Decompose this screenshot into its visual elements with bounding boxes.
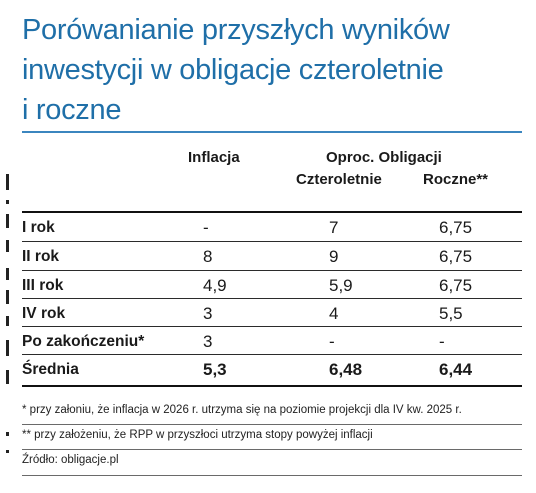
title-line-1: Porówanianie przyszłych wyników [22, 14, 450, 46]
row-label: Po zakończeniu* [22, 333, 145, 350]
row-divider [22, 326, 522, 327]
footnote-2: ** przy założeniu, że RPP w przyszłoci utrzyma stopy powyżej inflacji [22, 429, 373, 441]
one-year-value: 6,75 [439, 276, 473, 295]
table-row [22, 243, 522, 270]
title-line-3: i roczne [22, 94, 122, 126]
note-divider [22, 424, 522, 425]
table-row [22, 214, 522, 241]
article-title [22, 10, 527, 130]
row-divider [22, 354, 522, 355]
one-year-value: - [439, 332, 445, 351]
header-four-year: Czteroletnie [296, 171, 382, 188]
four-year-value: 4 [329, 304, 339, 323]
inflation-value: 8 [203, 247, 213, 266]
header-rule [22, 211, 522, 213]
inflation-value: 3 [203, 304, 213, 323]
four-year-value: 7 [329, 218, 339, 237]
inflation-value: - [203, 218, 209, 237]
row-label: Średnia [22, 361, 79, 378]
four-year-value: 9 [329, 247, 339, 266]
note-divider [22, 475, 522, 476]
header-one-year: Roczne** [423, 171, 489, 188]
row-label: III rok [22, 277, 64, 294]
title-line-2: inwestycji w obligacje czteroletnie [22, 54, 444, 86]
header-bond-interest: Oproc. Obligacji [326, 149, 442, 166]
row-divider [22, 270, 522, 271]
title-divider [22, 131, 522, 133]
one-year-value: 6,44 [439, 360, 473, 379]
column-edge-marks [0, 170, 12, 470]
source-note: Źródło: obligacje.pl [22, 454, 119, 466]
row-divider [22, 241, 522, 242]
four-year-value: 6,48 [329, 360, 363, 379]
header-inflation: Inflacja [188, 149, 240, 166]
four-year-value: - [329, 332, 335, 351]
four-year-value: 5,9 [329, 276, 353, 295]
note-divider [22, 449, 522, 450]
row-label: II rok [22, 248, 60, 265]
table-bottom-rule [22, 385, 522, 387]
row-label: IV rok [22, 305, 66, 322]
row-divider [22, 298, 522, 299]
one-year-value: 5,5 [439, 304, 463, 323]
row-label: I rok [22, 219, 55, 236]
table-row [22, 328, 522, 355]
footnote-1: * przy załoniu, że inflacja w 2026 r. utrzyma się na poziomie projekcji dla IV kw. 2025 r. [22, 404, 462, 416]
inflation-value: 3 [203, 332, 213, 351]
inflation-value: 5,3 [203, 360, 227, 379]
table-row [22, 300, 522, 327]
one-year-value: 6,75 [439, 247, 473, 266]
one-year-value: 6,75 [439, 218, 473, 237]
inflation-value: 4,9 [203, 276, 227, 295]
table-row-average [22, 356, 522, 383]
table-row [22, 272, 522, 299]
